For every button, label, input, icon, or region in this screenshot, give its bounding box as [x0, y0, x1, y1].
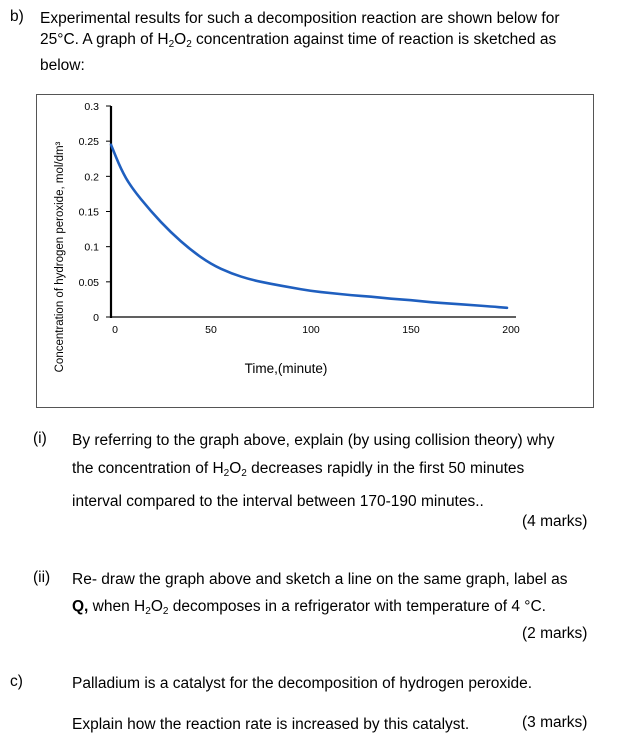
- x-tick-label: 50: [205, 324, 217, 336]
- y-tick-labels: [79, 101, 111, 324]
- part-c-label: c): [10, 673, 23, 690]
- q-i-line-3: interval compared to the interval between 170-190 minutes..: [72, 493, 484, 510]
- y-tick-label: 0.2: [84, 171, 99, 184]
- concentration-time-chart: [36, 94, 594, 408]
- y-axis-label: Concentration of hydrogen peroxide, mol/dm³: [54, 141, 66, 373]
- part-c-line-2: Explain how the reaction rate is increased by this catalyst.: [72, 716, 470, 733]
- part-c-marks: (3 marks): [522, 714, 588, 731]
- y-tick-label: 0.05: [78, 276, 99, 289]
- q-i-marks: (4 marks): [522, 513, 588, 530]
- q-i-line-1: By referring to the graph above, explain (by using collision theory) why: [72, 432, 555, 449]
- q-ii-marks: (2 marks): [522, 625, 588, 642]
- q-ii-line-2: Q, when $H_2O_2$ decomposes in a refrigerator with temperature of 4 °C.: [72, 598, 546, 617]
- q-ii-label: (ii): [33, 569, 51, 586]
- q-i-label: (i): [33, 430, 47, 447]
- part-b-intro: [40, 8, 610, 76]
- y-tick-label: 0.1: [84, 241, 99, 254]
- y-tick-label: 0.15: [78, 206, 99, 219]
- part-c-line-1: Palladium is a catalyst for the decomposition of hydrogen peroxide.: [72, 675, 533, 692]
- q-ii-text: [72, 569, 612, 622]
- intro-line-1: Experimental results for such a decomposition reaction are shown below for: [40, 10, 560, 27]
- x-tick-label: 200: [502, 324, 520, 336]
- series-line-h2o2: [111, 145, 507, 308]
- x-axis-label: Time,(minute): [244, 361, 328, 376]
- chart-axes: [110, 106, 516, 318]
- y-tick-label: 0: [93, 312, 99, 324]
- part-b-label: b): [10, 8, 24, 25]
- q-i-text: [72, 430, 612, 512]
- q-i-line-2: the concentration of $H_2O_2$ decreases rapidly in the first 50 minutes: [72, 460, 525, 479]
- x-tick-label: 0: [112, 324, 118, 336]
- x-tick-label: 150: [402, 324, 420, 336]
- q-ii-line-1: Re- draw the graph above and sketch a line on the same graph, label as: [72, 571, 568, 588]
- y-tick-label: 0.25: [78, 136, 99, 149]
- x-tick-labels: [112, 324, 520, 336]
- y-tick-label: 0.3: [84, 101, 99, 113]
- intro-line-3: below:: [40, 57, 85, 74]
- intro-line-2: 25°C. A graph of $H_2O_2$ concentration against time of reaction is sketched as: [40, 31, 557, 50]
- x-tick-label: 100: [302, 324, 320, 336]
